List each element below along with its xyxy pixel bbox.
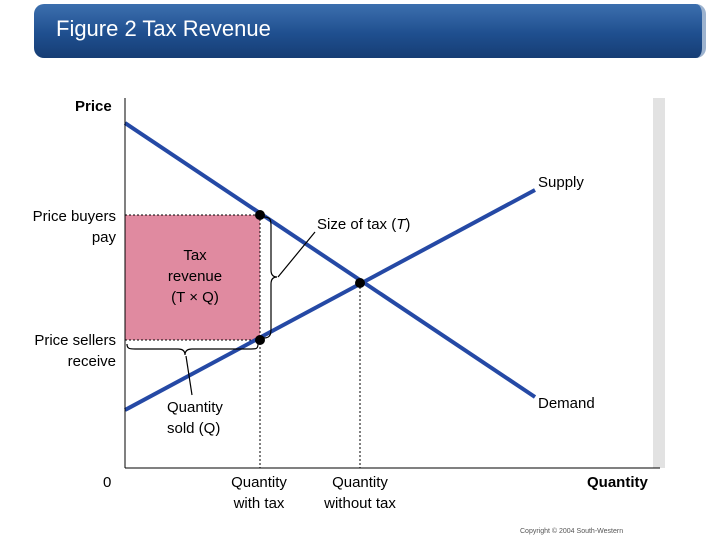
quantity-without-tax-label: Quantity without tax: [324, 474, 396, 512]
equilibrium-point: [355, 278, 365, 288]
size-of-tax-label: Size of tax (T): [317, 216, 411, 233]
buyers-price-point: [255, 210, 265, 220]
quantity-sold-brace: [127, 344, 258, 355]
price-sellers-receive-label: Price sellers receive: [34, 332, 116, 370]
quantity-with-tax-label: Quantity with tax: [231, 474, 287, 512]
tax-revenue-label: Tax revenue (T × Q): [167, 247, 223, 306]
supply-label: Supply: [538, 174, 584, 191]
x-axis-label: Quantity: [587, 474, 648, 491]
figure-title: Figure 2 Tax Revenue: [56, 16, 271, 41]
copyright-text: Copyright © 2004 South-Western: [520, 528, 624, 535]
sellers-price-point: [255, 335, 265, 345]
tax-size-brace: [264, 217, 277, 338]
quantity-sold-label: Quantity sold (Q): [167, 399, 223, 437]
price-buyers-pay-label: Price buyers pay: [32, 208, 116, 246]
demand-label: Demand: [538, 395, 595, 412]
origin-label: 0: [103, 474, 112, 491]
y-axis-label: Price: [75, 98, 112, 115]
